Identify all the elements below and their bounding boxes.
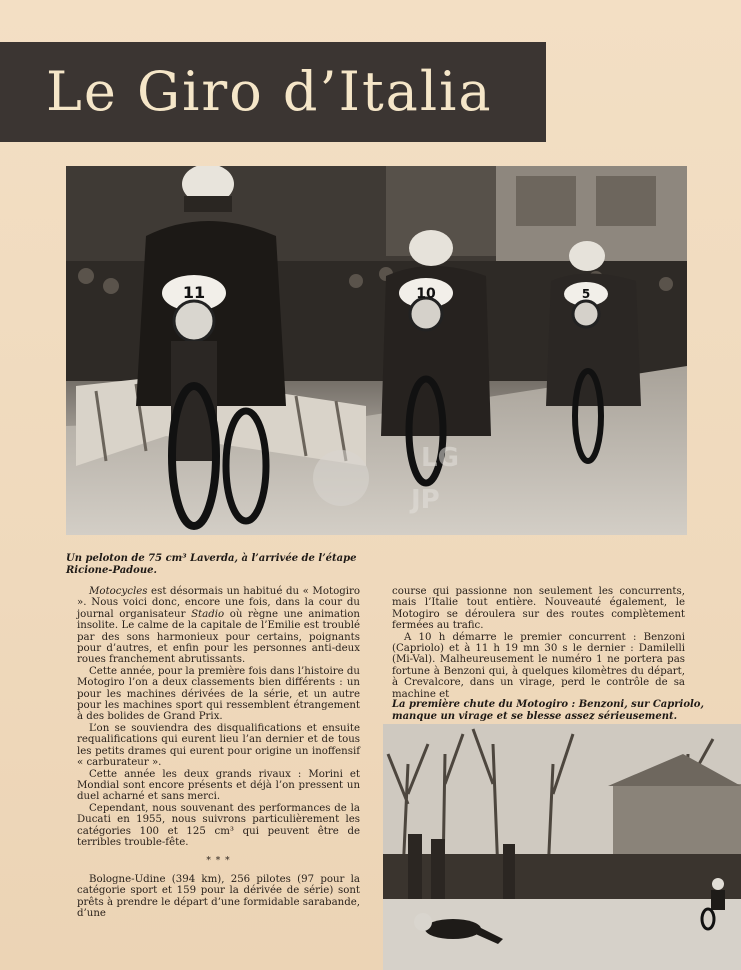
paragraph-text: où règne une animation insolite. Le calme de la capitale de l’Emilie est troublé par des sons harmonieux pour certains, poignants pour d’autres, et enfin pour les personnes anti-deux roues franchement abrutissants. bbox=[77, 608, 360, 666]
paragraph: course qui passionne non seulement les concurrents, mais l’Italie tout entière. Nouveauté également, le Motogiro se déroulera sur des routes complètement fermées au trafic. bbox=[392, 586, 685, 632]
svg-text:LG: LG bbox=[421, 443, 459, 473]
plate-number: 5 bbox=[581, 287, 591, 301]
crash-illustration bbox=[383, 724, 741, 970]
page-title: Le Giro d’Italia bbox=[46, 60, 493, 123]
section-separator: * * * bbox=[206, 856, 231, 867]
plate-number: 11 bbox=[182, 283, 206, 302]
paragraph: Cependant, nous souvenant des performances de la Ducati en 1955, nous suivrons particulièrement les catégories 100 et 125 cm³ qui peuvent être de terribles trouble-fête. bbox=[77, 802, 360, 848]
newspaper-name: Stadio bbox=[191, 608, 225, 620]
photo-crash bbox=[383, 724, 741, 970]
svg-text:JP: JP bbox=[411, 485, 440, 515]
article-column-2 bbox=[392, 586, 685, 700]
paragraph: Bologne-Udine (394 km), 256 pilotes (97 pour la catégorie sport et 159 pour la dérivée de série) sont prêts à prendre le départ d’une formidable sarabande, d’une bbox=[77, 873, 360, 919]
plate-number: 10 bbox=[416, 286, 436, 302]
paragraph: L’on se souviendra des disqualifications et ensuite requalifications qui eurent lieu l’an dernier et de tous les petits drames qui eurent pour origine un inoffensif « carburateur ». bbox=[77, 722, 360, 769]
caption-top: Un peloton de 75 cm³ Laverda, à l’arrivée de l’étape Ricione-Padoue. bbox=[66, 553, 357, 576]
race-finish-illustration bbox=[66, 166, 687, 535]
paragraph-text: est désormais un habitué du « Motogiro ». Nous voici donc, encore une fois, dans la cour du journal organisateur bbox=[77, 586, 360, 620]
magazine-name: Motocycles bbox=[89, 586, 148, 597]
caption-bottom: La première chute du Motogiro : Benzoni, sur Capriolo, manque un virage et se blesse assez sérieusement. bbox=[392, 699, 704, 722]
paragraph: Cette année les deux grands rivaux : Morini et Mondial sont encore présents et déjà l’on pressent un duel acharné et sans merci. bbox=[77, 768, 360, 803]
article-column-1 bbox=[77, 586, 360, 919]
paragraph: A 10 h démarre le premier concurrent : Benzoni (Capriolo) et à 11 h 19 mn 30 s le dernier : Damilelli (Mi-Val). Malheureusement le numéro 1 ne portera pas fortune à Benzoni qui, à quelques kilomètres du départ, à Crevalcore, dans un virage, perd le contrôle de sa machine et bbox=[392, 631, 685, 700]
paragraph: Cette année, pour la première fois dans l’histoire du Motogiro l’on a deux classements bien différents : un pour les machines dérivées de la série, et un autre pour les machines sport qui ressemblent étrangement à des bolides de Grand Prix. bbox=[77, 665, 360, 723]
photo-race-finish bbox=[66, 166, 687, 535]
paragraph bbox=[77, 586, 360, 666]
